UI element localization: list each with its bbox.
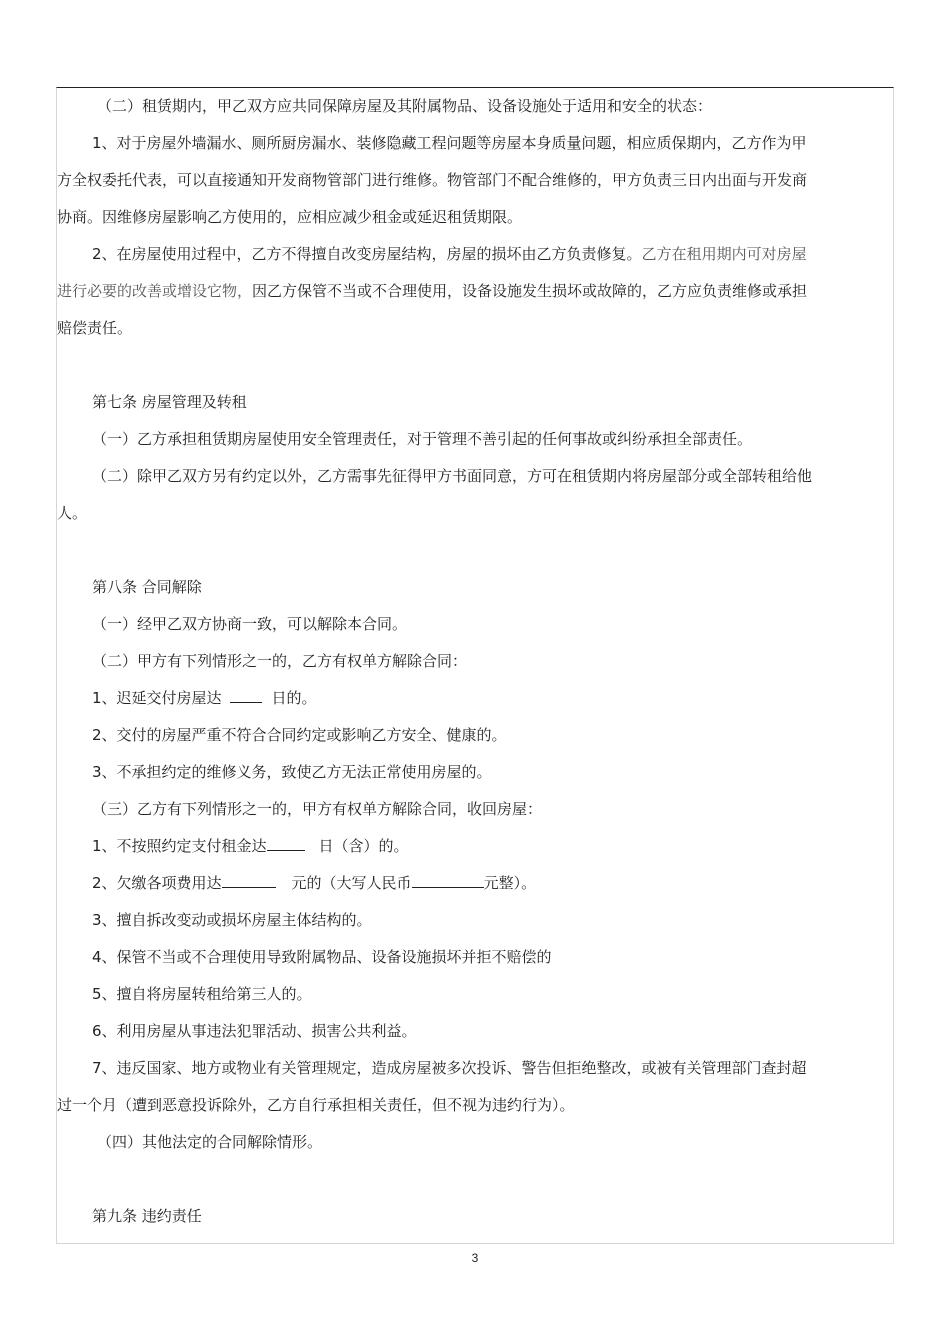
clause-text: （一）乙方承担租赁期房屋使用安全管理责任，对于管理不善引起的任何事故或纠纷承担全部责任。 [92, 430, 753, 448]
section8-clause3-item3 [92, 910, 888, 947]
clause-text: 3、擅自拆改变动或损坏房屋主体结构的。 [92, 911, 372, 929]
document-body [57, 96, 888, 1243]
clause-text: （四）其他法定的合同解除情形。 [97, 1133, 323, 1151]
blank-fee-uppercase-field[interactable] [412, 873, 484, 888]
section8-clause2-item2 [92, 725, 888, 762]
section6-item1-line1 [92, 133, 888, 170]
section8-clause3 [92, 799, 888, 836]
section8-clause3-item4 [92, 947, 888, 984]
clause-text-gray: 进行必要的改善或增设它物， [57, 282, 253, 300]
clause-text: 1、对于房屋外墙漏水、厕所厨房漏水、装修隐藏工程问题等房屋本身质量问题，相应质保期内，乙方作为甲 [92, 134, 807, 152]
section8-clause3-item2 [92, 873, 888, 910]
section6-item2-line3 [57, 318, 888, 355]
clause-text: 2、在房屋使用过程中，乙方不得擅自改变房屋结构，房屋的损坏由乙方负责修复。 [92, 245, 642, 263]
clause-text: 协商。因维修房屋影响乙方使用的，应相应减少租金或延迟租赁期限。 [57, 208, 523, 226]
clause-text-gray: 乙方在租用期内可对房屋 [641, 245, 807, 263]
clause-text: （三）乙方有下列情形之一的，甲方有权单方解除合同，收回房屋： [92, 800, 543, 818]
section6-clause2 [92, 96, 888, 133]
clause-text: 元整）。 [483, 874, 537, 892]
blank-rent-days-field[interactable] [267, 836, 305, 851]
clause-text: 5、擅自将房屋转租给第三人的。 [92, 985, 312, 1003]
section8-title [92, 577, 888, 614]
section-heading: 第七条 房屋管理及转租 [92, 393, 247, 411]
clause-text: （二）除甲乙双方另有约定以外，乙方需事先征得甲方书面同意，方可在租赁期内将房屋部分或全部转租给他 [92, 467, 813, 485]
clause-text: 日（含）的。 [318, 837, 409, 855]
section8-clause3-item7-line1 [92, 1058, 888, 1095]
section8-clause2-item3 [92, 762, 888, 799]
blank-days-field[interactable] [230, 688, 262, 703]
section8-clause2 [92, 651, 888, 688]
clause-text: 日的。 [271, 689, 317, 707]
clause-text: 2、欠缴各项费用达 [92, 874, 222, 892]
section7-clause2-line1 [92, 466, 888, 503]
section8-clause3-item5 [92, 984, 888, 1021]
clause-text: 7、违反国家、地方或物业有关管理规定，造成房屋被多次投诉、警告但拒绝整改，或被有关管理部门查封超 [92, 1059, 807, 1077]
section8-clause4 [92, 1132, 888, 1169]
section6-item1-line2 [57, 170, 888, 207]
section8-clause3-item1 [92, 836, 888, 873]
clause-text: 1、迟延交付房屋达 [92, 689, 222, 707]
clause-text: （二）租赁期内，甲乙双方应共同保障房屋及其附属物品、设备设施处于适用和安全的状态： [97, 97, 713, 115]
clause-text: 元的（大写人民币 [291, 874, 412, 892]
section6-item2-line2 [57, 281, 888, 318]
section6-item1-line3 [57, 207, 888, 244]
section7-clause1 [92, 429, 888, 466]
page-number: 3 [471, 1251, 479, 1265]
clause-text: 因乙方保管不当或不合理使用，设备设施发生损坏或故障的，乙方应负责维修或承担 [252, 282, 808, 300]
section6-item2-line1 [92, 244, 888, 281]
section8-clause1 [92, 614, 888, 651]
blank-fee-amount-field[interactable] [222, 873, 276, 888]
clause-text: 6、利用房屋从事违法犯罪活动、损害公共利益。 [92, 1022, 417, 1040]
section8-clause2-item1 [92, 688, 888, 725]
section-heading: 第九条 违约责任 [92, 1207, 202, 1225]
clause-text: 4、保管不当或不合理使用导致附属物品、设备设施损坏并拒不赔偿的 [92, 948, 552, 966]
section9-title [92, 1206, 888, 1243]
clause-text: （二）甲方有下列情形之一的，乙方有权单方解除合同： [92, 652, 468, 670]
section7-clause2-line2 [57, 503, 888, 540]
section8-clause3-item7-line2 [57, 1095, 888, 1132]
clause-text: 3、不承担约定的维修义务，致使乙方无法正常使用房屋的。 [92, 763, 492, 781]
clause-text: 过一个月（遭到恶意投诉除外，乙方自行承担相关责任，但不视为违约行为）。 [57, 1096, 575, 1114]
clause-text: 方全权委托代表，可以直接通知开发商物管部门进行维修。物管部门不配合维修的，甲方负责三日内出面与开发商 [57, 171, 808, 189]
clause-text: 人。 [57, 504, 88, 522]
clause-text: 赔偿责任。 [57, 319, 133, 337]
clause-text: 2、交付的房屋严重不符合合同约定或影响乙方安全、健康的。 [92, 726, 507, 744]
section8-clause3-item6 [92, 1021, 888, 1058]
section-heading: 第八条 合同解除 [92, 578, 202, 596]
clause-text: （一）经甲乙双方协商一致，可以解除本合同。 [92, 615, 408, 633]
clause-text: 1、不按照约定支付租金达 [92, 837, 267, 855]
section7-title [92, 392, 888, 429]
